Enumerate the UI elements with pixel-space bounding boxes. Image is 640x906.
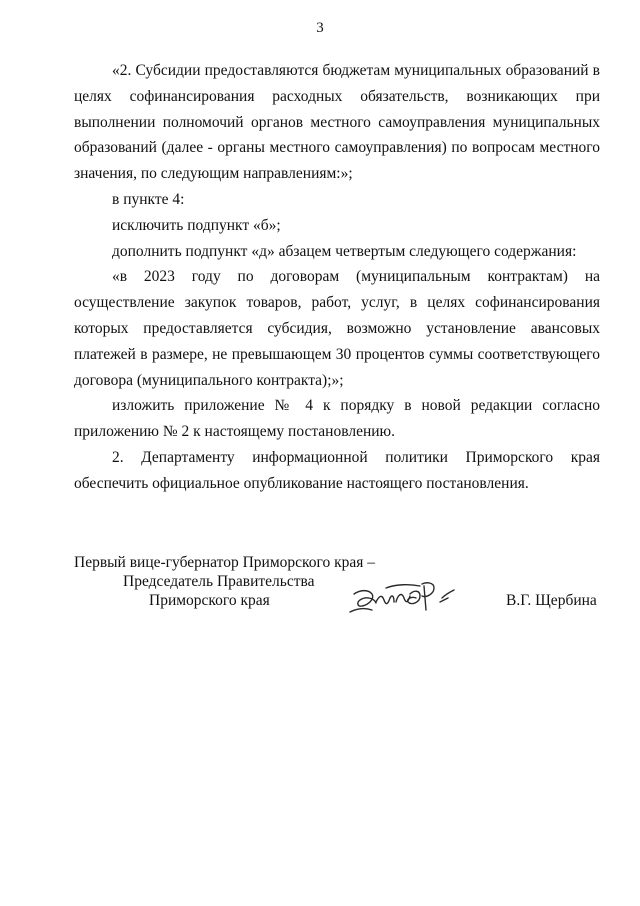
paragraph-point-4: в пункте 4:	[112, 190, 185, 208]
handwritten-signature	[346, 572, 456, 622]
paragraph-advance-payments: «в 2023 году по договорам (муниципальным контрактам) на осуществление закупок товаров, работ, услуг, в целях софинансирования которых предоставляется субсидия, возможно установление авансовых платежей в размере, не превышающем 30 процентов суммы соответствующего договора (муниципального контракта);»;	[74, 268, 600, 389]
paragraph-exclude-subpoint: исключить подпункт «б»;	[112, 216, 281, 234]
paragraph-subsidies: «2. Субсидии предоставляются бюджетам муниципальных образований в целях софинансирования расходных обязательств, возникающих при выполнении полномочий органов местного самоуправления муниципальных образований (далее - органы местного самоуправления) по вопросам местного значения, по следующим направлениям:»;	[74, 62, 600, 183]
signatory-name: В.Г. Щербина	[506, 592, 597, 609]
page-number: 3	[316, 20, 324, 36]
document-body	[74, 58, 600, 497]
signatory-position-line-3: Приморского края	[149, 592, 270, 609]
paragraph-appendix: изложить приложение № 4 к порядку в новой редакции согласно приложению № 2 к настоящему постановлению.	[74, 397, 600, 441]
paragraph-add-subpoint: дополнить подпункт «д» абзацем четвертым следующего содержания:	[112, 242, 577, 260]
paragraph-publication: 2. Департаменту информационной политики Приморского края обеспечить официальное опубликование настоящего постановления.	[74, 448, 600, 492]
signatory-position-line-1: Первый вице-губернатор Приморского края –	[74, 554, 376, 571]
signature-block	[74, 554, 604, 624]
signatory-position-line-2: Председатель Правительства	[123, 573, 315, 590]
